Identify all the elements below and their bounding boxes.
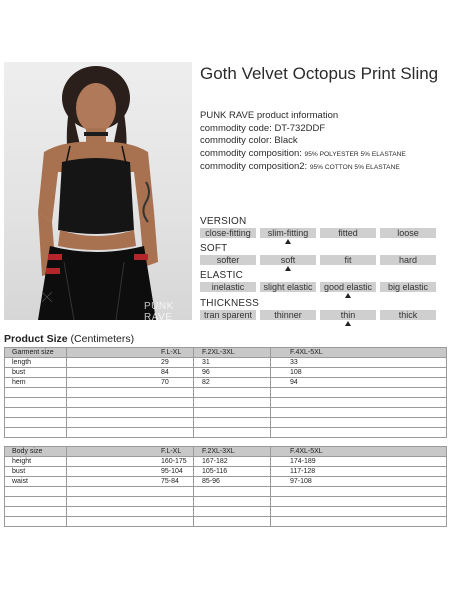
table-cell	[67, 517, 194, 527]
table-cell	[67, 398, 194, 408]
table-cell	[194, 487, 271, 497]
table-header: Body size	[5, 447, 67, 457]
section-unit: (Centimeters)	[70, 333, 135, 345]
table-header: F.L-XL	[67, 348, 194, 358]
scale-option: loose	[380, 228, 436, 238]
table-cell: 84	[67, 368, 194, 378]
table-cell	[194, 428, 271, 438]
table-cell: 105-116	[194, 467, 271, 477]
table-cell: 160-175	[67, 457, 194, 467]
product-photo	[4, 62, 192, 320]
table-header: F.L-XL	[67, 447, 194, 457]
table-cell	[194, 398, 271, 408]
table-cell: 94	[271, 378, 447, 388]
table-cell	[67, 497, 194, 507]
row-label: length	[5, 358, 67, 368]
composition-value: 95% POLYESTER 5% ELASTANE	[304, 150, 406, 158]
table-header: F.4XL-5XL	[271, 348, 447, 358]
table-cell: 117-128	[271, 467, 447, 477]
table-cell	[67, 487, 194, 497]
table-cell	[194, 408, 271, 418]
row-label	[5, 398, 67, 408]
table-cell: 167-182	[194, 457, 271, 467]
table-cell: 97-108	[271, 477, 447, 487]
table-cell	[194, 517, 271, 527]
table-header: F.2XL-3XL	[194, 447, 271, 457]
table-row	[5, 467, 447, 477]
row-label	[5, 507, 67, 517]
table-row	[5, 428, 447, 438]
model-figure	[4, 62, 192, 320]
table-cell	[194, 497, 271, 507]
table-cell	[271, 408, 447, 418]
table-cell	[194, 507, 271, 517]
table-cell: 33	[271, 358, 447, 368]
scale-options	[200, 310, 436, 320]
row-label	[5, 517, 67, 527]
table-row	[5, 477, 447, 487]
table-row	[5, 378, 447, 388]
table-cell	[271, 517, 447, 527]
scale-option: inelastic	[200, 282, 256, 292]
table-cell: 174-189	[271, 457, 447, 467]
table-row	[5, 497, 447, 507]
table-row	[5, 358, 447, 368]
table-cell: 70	[67, 378, 194, 388]
scale-option: tran sparent	[200, 310, 256, 320]
row-label	[5, 408, 67, 418]
scale-title: VERSION	[200, 216, 247, 227]
row-label	[5, 418, 67, 428]
table-cell: 108	[271, 368, 447, 378]
scale-title: ELASTIC	[200, 270, 244, 281]
scale-option: thin	[320, 310, 376, 320]
table-cell: 95-104	[67, 467, 194, 477]
table-row	[5, 388, 447, 398]
table-cell	[67, 408, 194, 418]
commodity-composition2	[200, 161, 450, 175]
table-cell: 82	[194, 378, 271, 388]
table-cell: 96	[194, 368, 271, 378]
product-size-title	[4, 333, 134, 345]
table-cell	[271, 497, 447, 507]
row-label: height	[5, 457, 67, 467]
table-header-row	[5, 348, 447, 358]
section-title-text: Product Size	[4, 333, 68, 345]
scale-options	[200, 255, 436, 265]
row-label: bust	[5, 368, 67, 378]
table-cell	[67, 507, 194, 517]
photo-watermark: PUNK RAVE	[144, 301, 174, 320]
scale-title: SOFT	[200, 243, 228, 254]
scale-version	[200, 216, 436, 245]
scale-options	[200, 282, 436, 292]
scale-soft	[200, 243, 436, 272]
table-row	[5, 517, 447, 527]
table-cell	[67, 388, 194, 398]
scale-option: softer	[200, 255, 256, 265]
table-cell	[271, 388, 447, 398]
product-info	[200, 110, 450, 175]
scale-option: close-fitting	[200, 228, 256, 238]
table-cell	[67, 428, 194, 438]
body-size-table	[4, 446, 447, 527]
table-cell	[271, 428, 447, 438]
table-row	[5, 507, 447, 517]
table-cell	[271, 507, 447, 517]
scale-option: hard	[380, 255, 436, 265]
scale-thickness	[200, 298, 436, 327]
composition2-label: commodity composition2:	[200, 161, 308, 172]
table-header: F.2XL-3XL	[194, 348, 271, 358]
scale-option: thick	[380, 310, 436, 320]
commodity-composition	[200, 148, 450, 162]
row-label: waist	[5, 477, 67, 487]
scale-option: slight elastic	[260, 282, 316, 292]
row-label	[5, 487, 67, 497]
table-cell	[194, 418, 271, 428]
row-label	[5, 497, 67, 507]
scale-elastic	[200, 270, 436, 299]
scale-options	[200, 228, 436, 238]
table-row	[5, 487, 447, 497]
table-cell	[271, 398, 447, 408]
composition2-value: 95% COTTON 5% ELASTANE	[309, 164, 400, 171]
table-row	[5, 368, 447, 378]
table-cell: 31	[194, 358, 271, 368]
row-label	[5, 428, 67, 438]
row-label	[5, 388, 67, 398]
table-cell	[271, 418, 447, 428]
scale-option: soft	[260, 255, 316, 265]
table-cell	[67, 418, 194, 428]
selection-marker-icon	[345, 321, 351, 326]
scale-option: slim-fitting	[260, 228, 316, 238]
scale-option: thinner	[260, 310, 316, 320]
table-cell: 29	[67, 358, 194, 368]
scale-option: fitted	[320, 228, 376, 238]
scale-option: fit	[320, 255, 376, 265]
table-cell: 85-96	[194, 477, 271, 487]
row-label: hem	[5, 378, 67, 388]
info-heading: PUNK RAVE product information	[200, 110, 339, 121]
table-cell	[194, 388, 271, 398]
scale-option: good elastic	[320, 282, 376, 292]
table-row	[5, 457, 447, 467]
product-title: Goth Velvet Octopus Print Sling	[200, 64, 439, 83]
commodity-code: commodity code: DT-732DDF	[200, 122, 326, 134]
scale-option: big elastic	[380, 282, 436, 292]
table-row	[5, 418, 447, 428]
table-row	[5, 398, 447, 408]
table-header: F.4XL-5XL	[271, 447, 447, 457]
row-label: bust	[5, 467, 67, 477]
garment-size-table	[4, 347, 447, 438]
table-cell	[271, 487, 447, 497]
scale-title: THICKNESS	[200, 298, 260, 309]
composition-label: commodity composition:	[200, 147, 302, 159]
table-header-row	[5, 447, 447, 457]
table-row	[5, 408, 447, 418]
table-header: Garment size	[5, 348, 67, 358]
commodity-color: commodity color: Black	[200, 135, 298, 146]
table-cell: 75-84	[67, 477, 194, 487]
